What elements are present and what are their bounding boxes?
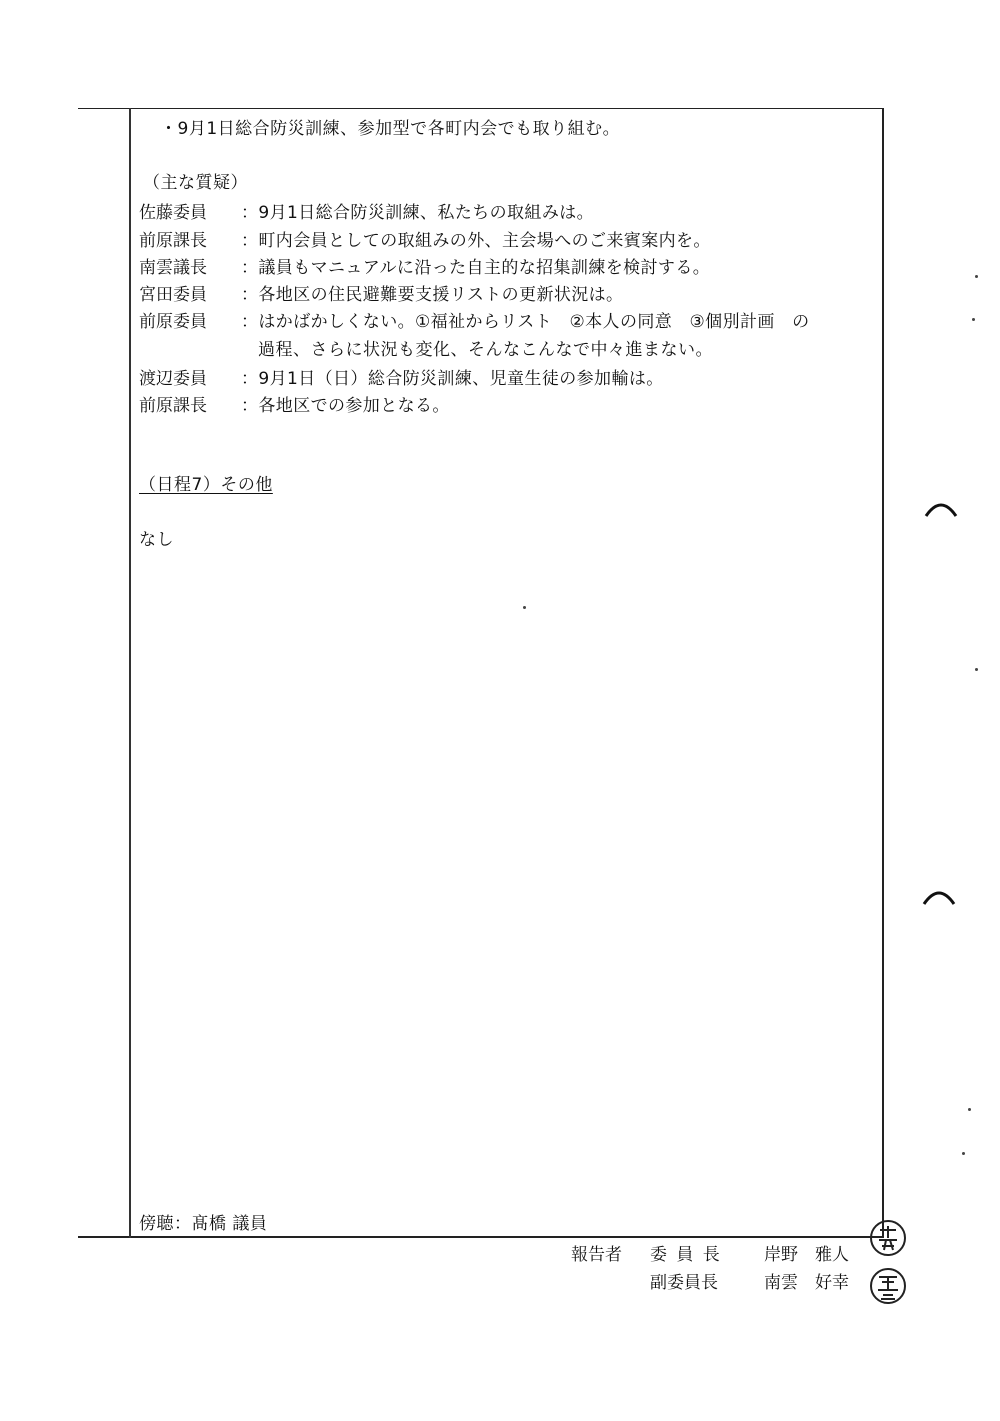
qa-text: ：各地区の住民避難要支援リストの更新状況は。	[241, 285, 624, 305]
scan-speck	[972, 318, 975, 321]
left-margin-divider	[129, 108, 131, 1238]
scan-speck	[962, 1152, 965, 1155]
qa-text: ：はかばかしくない。①福祉からリスト ②本人の同意 ③個別計画 の	[241, 312, 810, 332]
scan-speck	[975, 275, 978, 278]
qa-text: ：9月1日総合防災訓練、私たちの取組みは。	[241, 203, 595, 223]
intro-line: ・9月1日総合防災訓練、参加型で各町内会でも取り組む。	[160, 119, 621, 139]
qa-speaker: 前原課長	[139, 396, 207, 416]
section-body: なし	[139, 530, 174, 550]
qa-speaker: 宮田委員	[139, 285, 207, 305]
personal-seal-icon	[868, 1266, 908, 1306]
qa-speaker: 前原委員	[139, 312, 207, 332]
qa-text: ：議員もマニュアルに沿った自主的な招集訓練を検討する。	[241, 258, 711, 278]
qa-text: ：町内会員としての取組みの外、主会場へのご来賓案内を。	[241, 231, 711, 251]
qa-speaker: 前原課長	[139, 231, 207, 251]
scan-speck	[975, 668, 978, 671]
personal-seal-icon	[868, 1218, 908, 1258]
qa-heading: （主な質疑）	[143, 173, 248, 193]
punch-hole-mark-icon	[924, 498, 958, 518]
qa-speaker: 渡辺委員	[139, 369, 207, 389]
vice-chair-name: 南雲 好幸	[764, 1273, 849, 1293]
qa-speaker: 南雲議長	[139, 258, 207, 278]
vice-chair-role: 副委員長	[650, 1273, 718, 1293]
qa-text-continuation: 過程、さらに状況も変化、そんなこんなで中々進まない。	[258, 340, 713, 360]
section-heading: （日程7）その他	[139, 475, 273, 495]
qa-text: ：9月1日（日）総合防災訓練、児童生徒の参加輸は。	[241, 369, 664, 389]
qa-speaker: 佐藤委員	[139, 203, 207, 223]
chair-role: 委 員 長	[650, 1245, 722, 1265]
chair-name: 岸野 雅人	[764, 1245, 849, 1265]
audience-line: 傍聴：髙橋 議員	[139, 1214, 268, 1234]
reporter-label: 報告者	[571, 1245, 622, 1265]
punch-hole-mark-icon	[922, 886, 956, 906]
scan-speck	[523, 606, 526, 609]
scan-speck	[968, 1108, 971, 1111]
qa-text: ：各地区での参加となる。	[241, 396, 450, 416]
